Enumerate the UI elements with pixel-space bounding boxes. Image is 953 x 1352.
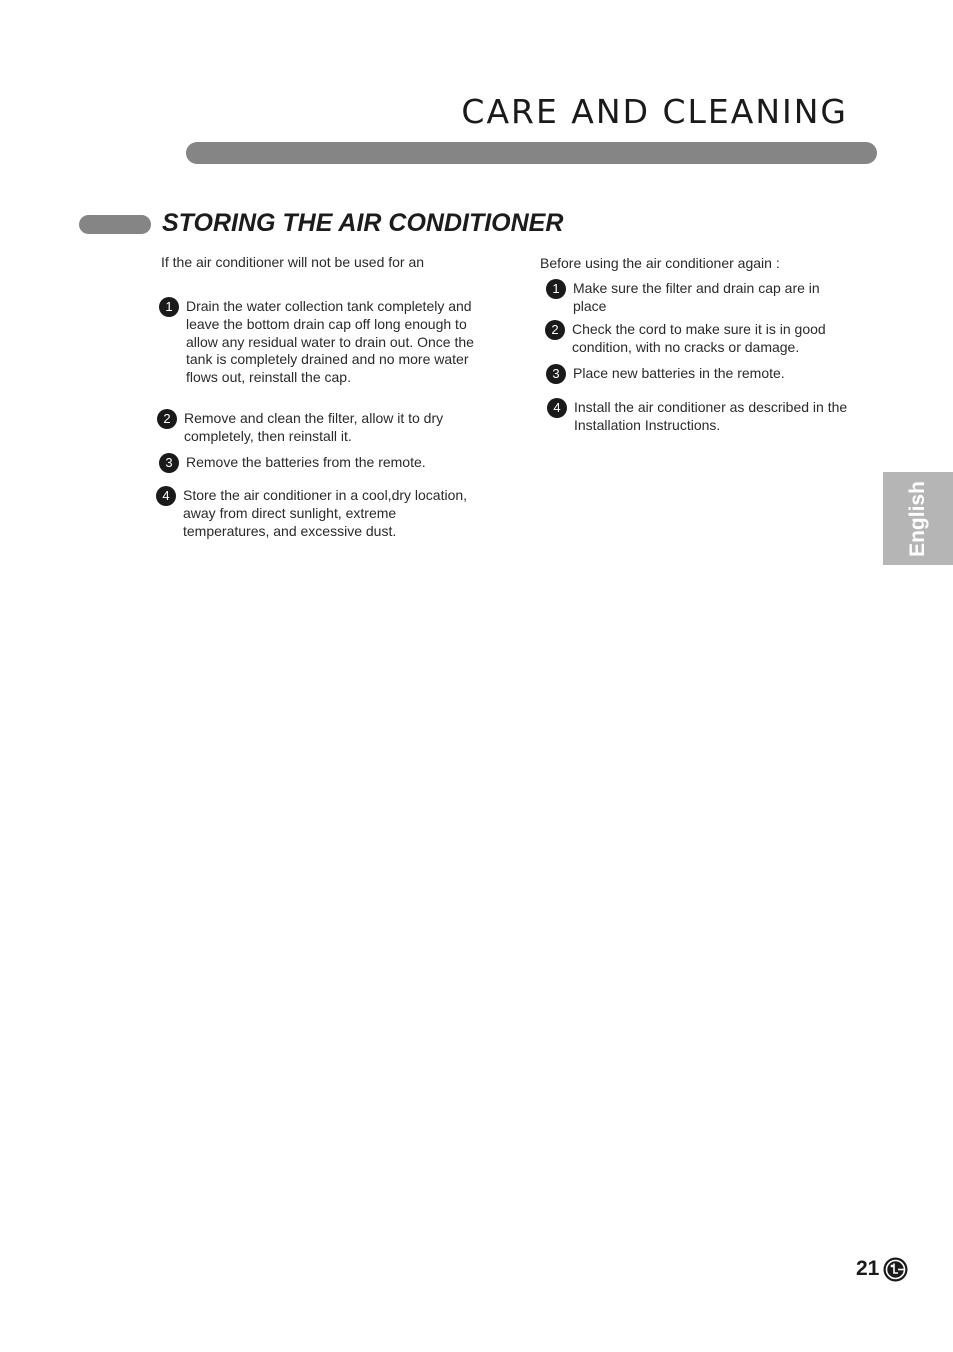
step-number-badge: 1 [546, 279, 566, 299]
language-label: English [906, 480, 929, 557]
page-number: 21 [856, 1257, 880, 1280]
section-title: STORING THE AIR CONDITIONER [162, 209, 564, 237]
right-step-4 [547, 399, 867, 435]
step-number-badge: 4 [547, 398, 567, 418]
section-marker [79, 215, 151, 234]
chapter-title: CARE AND CLEANING [461, 92, 848, 131]
left-step-3 [159, 454, 479, 473]
step-text: Check the cord to make sure it is in good condition, with no cracks or damage. [572, 321, 826, 355]
right-step-1 [546, 280, 846, 316]
right-intro: Before using the air conditioner again : [540, 255, 780, 271]
step-number-badge: 4 [156, 486, 176, 506]
left-step-4 [156, 487, 476, 540]
step-number-badge: 2 [545, 320, 565, 340]
step-number-badge: 1 [159, 297, 179, 317]
step-text: Make sure the filter and drain cap are in place [573, 280, 820, 314]
step-number-badge: 3 [159, 453, 179, 473]
step-text: Drain the water collection tank completely and leave the bottom drain cap off long enough to allow any residual water to drain out. Once the tank is completely drained and no more water flows out, reinstall the cap. [186, 298, 474, 386]
step-text: Remove and clean the filter, allow it to dry completely, then reinstall it. [184, 410, 444, 444]
lg-logo-icon [883, 1257, 908, 1282]
step-number-badge: 2 [157, 409, 177, 429]
language-tab [883, 472, 953, 565]
left-step-2 [157, 410, 477, 446]
step-text: Place new batteries in the remote. [573, 365, 785, 381]
step-text: Remove the batteries from the remote. [186, 454, 426, 470]
left-step-1 [159, 298, 479, 387]
step-text: Store the air conditioner in a cool,dry location, away from direct sunlight, extreme temperatures, and excessive dust. [183, 487, 468, 539]
right-step-2 [545, 321, 855, 357]
header-bar [186, 142, 877, 164]
step-text: Install the air conditioner as described in the Installation Instructions. [574, 399, 848, 433]
right-step-3 [546, 365, 856, 384]
step-number-badge: 3 [546, 364, 566, 384]
left-intro: If the air conditioner will not be used for an [161, 254, 425, 270]
